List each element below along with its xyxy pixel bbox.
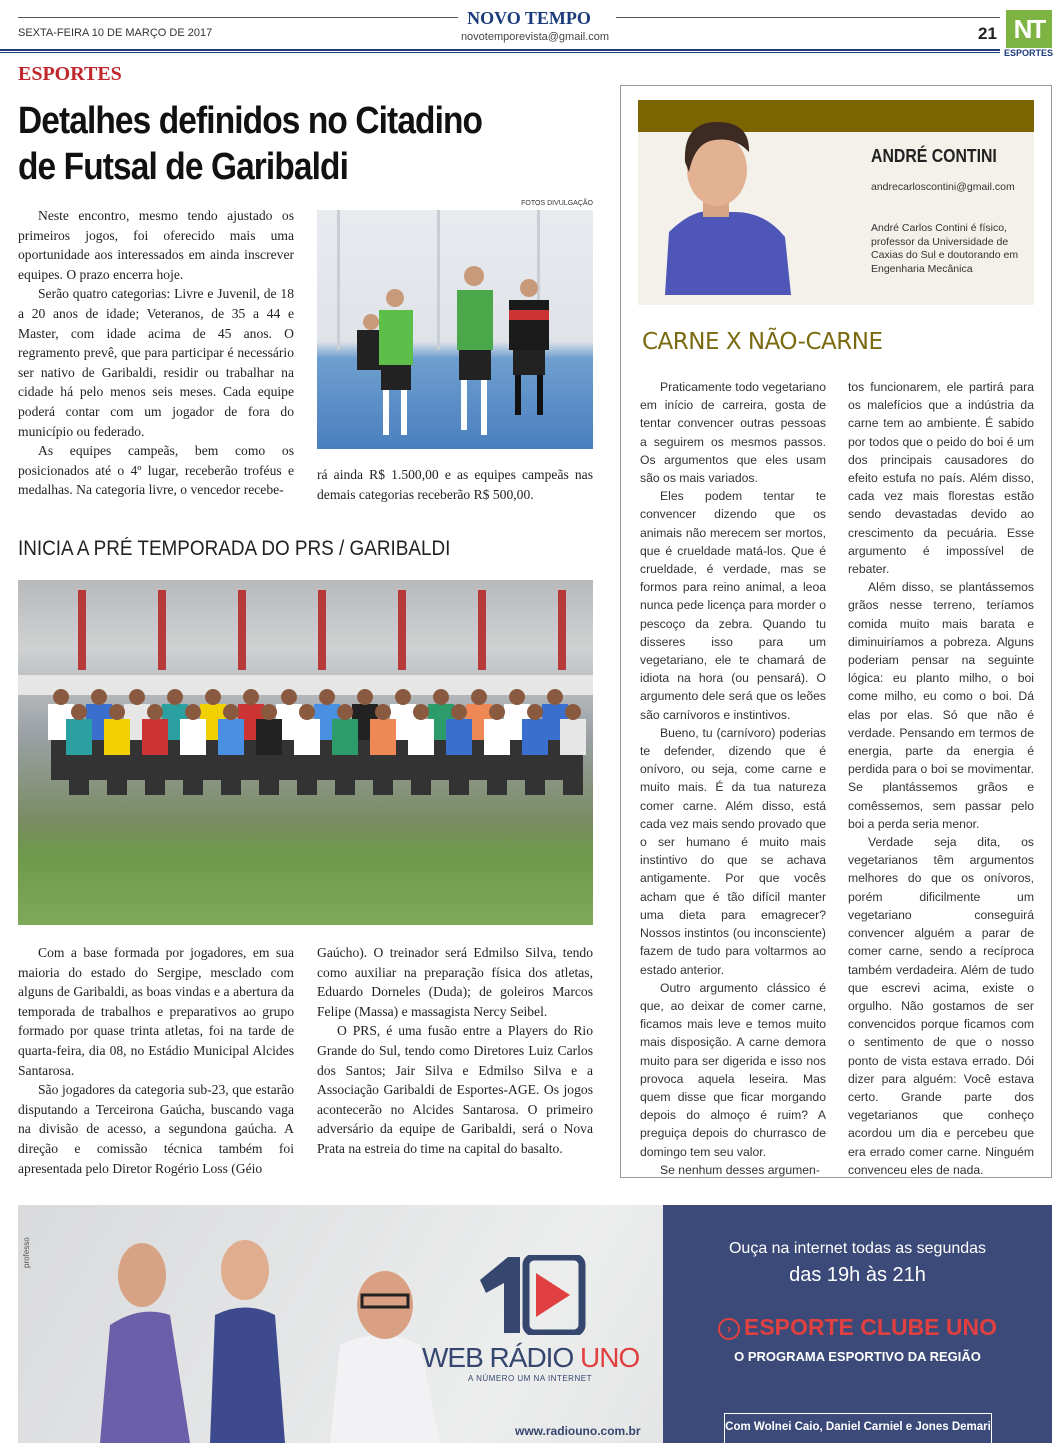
hosts-photo xyxy=(100,1235,460,1443)
headline-line: de Futsal de Garibaldi xyxy=(18,146,348,188)
masthead: NOVO TEMPO xyxy=(467,8,591,28)
article2-headline: INICIA A PRÉ TEMPORADA DO PRS / GARIBALDI xyxy=(18,537,451,560)
program-subtitle: O PROGRAMA ESPORTIVO DA REGIÃO xyxy=(734,1349,981,1364)
team-photo xyxy=(18,580,593,925)
player-figure xyxy=(142,719,168,755)
player-figure xyxy=(522,719,548,755)
player-figure xyxy=(484,719,510,755)
opinion-column-1 xyxy=(640,378,826,1179)
radio-tagline: A NÚMERO UM NA INTERNET xyxy=(468,1374,592,1383)
opinion-column-2 xyxy=(848,378,1034,1179)
team-group-image xyxy=(18,580,593,925)
player-figure xyxy=(408,719,434,755)
player-figure xyxy=(370,719,396,755)
author-name: ANDRÉ CONTINI xyxy=(871,146,997,166)
paragraph: Bueno, tu (carnívoro) poderias te defender, dizendo que é onívoro, ou seja, come carne e muito mais. É da tua natureza comer carne. Além disso, está cada vez mais sendo provado que o ser humano é muito mais instintivo do que se achava antigamente. Por que vocês acham que é tão difícil manter uma dieta para emagrecer? Nossos instintos (ou inconsciente) fazem de tudo para voltarmos ao estado anterior. xyxy=(640,725,826,977)
paragraph: Neste encontro, mesmo tendo ajustado os primeiros jogos, foi oferecido mais uma oportunidade aos interessados em ainda inscrever equipes. O prazo encerra hoje. xyxy=(18,208,294,282)
program-title: ESPORTE CLUBE UNO xyxy=(743,1314,998,1340)
player-figure xyxy=(218,719,244,755)
opinion-title: CARNE X NÃO-CARNE xyxy=(642,329,883,355)
paragraph: São jogadores da categoria sub-23, que estarão disputando a Terceirona Gaúcha, buscando vaga na divisão de acesso, a segundona gaúcha. A direção e comissão técnica também foi apresentada pelo Diretor Rogério Loss (Géio xyxy=(18,1082,294,1176)
brand-uno: UNO xyxy=(580,1342,640,1373)
paragraph: Além disso, se plantássemos grãos nesse terreno, teríamos comida muito mais barata e diminuiríamos a pobreza. Alguns poderiam pensar na seguinte lógica: eu planto milho, o boi come milho, eu como o boi. Dá elas por elas. Só que não é verdade. Pensando em termos de energia, parte da energia é perdida para o boi se movimentar. Se plantássemos grãos e comêssemos, sem passar pelo boi a perda seria menor. xyxy=(848,580,1034,831)
author-email[interactable]: andrecarloscontini@gmail.com xyxy=(871,181,1015,193)
header-double-rule xyxy=(0,49,1000,53)
player-figure xyxy=(256,719,282,755)
paragraph: Serão quatro categorias: Livre e Juvenil, de 18 a 20 anos de idade; Veteranos, de 35 a 44 e Master, com idade acima de 45 anos. O regramento prevê, que para participar é necessário ser nativo de Garibaldi, residir ou trabalhar na cidade há pelo menos seis meses. Cada equipe poderá contar com um jogador de fora do município ou federado. xyxy=(18,286,294,439)
player-figure xyxy=(180,719,206,755)
player-figure xyxy=(446,719,472,755)
article1-column-2 xyxy=(317,465,593,504)
paragraph: Se nenhum desses argumen- xyxy=(660,1162,820,1177)
paragraph: Com a base formada por jogadores, em sua maioria do estado do Sergipe, mesclado com alguns de Garibaldi, as boas vindas e a abertura da temporada de trabalhos e preparativos ao grupo formado por quase trinta atletas, foi na tarde de quarta-feira, dia 08, no Estádio Municipal Alcides Santarosa. xyxy=(18,945,294,1078)
article2-column-1 xyxy=(18,943,294,1178)
issue-date: SEXTA-FEIRA 10 DE MARÇO DE 2017 xyxy=(18,27,213,39)
article-headline xyxy=(18,98,599,190)
player-figure xyxy=(66,719,92,755)
paragraph: rá ainda R$ 1.500,00 e as equipes campeãs nas demais categorias receberão R$ 500,00. xyxy=(317,467,593,502)
logo-section: ESPORTES xyxy=(1004,48,1054,58)
header-email: novotemporevista@gmail.com xyxy=(460,31,610,43)
brand-web: WEB RÁDIO xyxy=(422,1342,581,1373)
paragraph: Eles podem tentar te convencer dizendo que os animais não merecem ser mortos, que é crueldade matá-los. Que é crueldade, é verdade, mas se formos para reino animal, a leoa nunca pede licença para morder o pescoço da zebra. Quando tu disseres isso para um vegetariano, ele te chamará de idiota na hora (ou pensará). O argumento dele será que os leões são carnívoros e instintivos. xyxy=(640,489,826,722)
paragraph: Praticamente todo vegetariano em início de carreira, gosta de tentar convencer outras pessoas a seguirem os mesmos passos. Os argumentos que eles usam são os mais variados. xyxy=(640,380,826,486)
article2-column-2 xyxy=(317,943,593,1159)
ad-schedule-line-2: das 19h às 21h xyxy=(789,1264,926,1286)
player-figure xyxy=(294,719,320,755)
headline-line: Detalhes definidos no Citadino xyxy=(18,100,483,142)
paragraph: Outro argumento clássico é que, ao deixar de comer carne, ficamos mais leve e temos muito mais disposição. A carne demora muito para ser digerida e isso nos provoca aquela leseira. Mas quem disse que ficar morgando depois do almoço é ruim? A preguiça depois do churrasco de domingo tem seu valor. xyxy=(640,980,826,1159)
paragraph: Verdade seja dita, os vegetarianos têm argumentos melhores do que os onívoros, porém dificilmente um vegetariano conseguirá convencer alguém a parar de comer carne, sendo a recíproca também verdadeira. Além de tudo que escrevi acima, existe o orgulho. Não gostamos de ser convencidos porque ficamos com o sentimento de que o nosso ponto de vista estava errado. Dói dizer para alguém: Você estava certo. Grande parte dos vegetarianos que conheço acordou um dia e percebeu que era errado comer carne. Ninguém convenceu eles de nada. xyxy=(848,835,1034,1177)
paragraph: As equipes campeãs, bem como os posicionados até o 4º lugar, receberão troféus e medalhas. Na categoria livre, o vencedor recebe- xyxy=(18,443,294,498)
ad-schedule-line-1: Ouça na internet todas as segundas xyxy=(728,1240,987,1257)
paragraph: Gaúcho). O treinador será Edmilso Silva, tendo como auxiliar na preparação física dos atletas, Eduardo Dorneles (Duda); de goleiros Marcos Felipe (Massa) e massagista Nercy Seibel. xyxy=(317,945,593,1019)
nt-logo: NT xyxy=(1006,10,1052,48)
paragraph: tos funcionarem, ele partirá para os malefícios que a indústria da carne tem ao ambiente. É sabido por todos que o peido do boi é um dos principais causadores do efeito estufa no país. Além disso, cada vez mais florestas estão sendo devastadas devido ao crescimento da pecuária. Esse argumento é impossível de rebater. xyxy=(848,380,1034,577)
photo-credit: FOTOS DIVULGAÇÃO xyxy=(521,200,593,207)
radio-uno-logo-icon xyxy=(478,1255,586,1335)
paragraph: O PRS, é uma fusão entre a Players do Rio Grande do Sul, tendo como Diretores Luiz Carlos dos Santos; Jair Silva e Edmilso Silva e a Associação Garibaldi de Esportes-AGE. Os jogos acontecerão no Alcides Santarosa. O primeiro adversário da equipe de Garibaldi, será o Nova Prata na estreia do time na capital do basalto. xyxy=(317,1023,593,1156)
ad-vertical-label: professo xyxy=(22,1237,31,1268)
program-name xyxy=(663,1314,1052,1341)
author-photo xyxy=(655,112,795,295)
player-figure xyxy=(332,719,358,755)
player-figure xyxy=(560,719,586,755)
author-bio: André Carlos Contini é físico, professor da Universidade de Caxias do Sul e doutorando em Engenharia Mecânica xyxy=(871,222,1019,275)
radio-url[interactable]: www.radiouno.com.br xyxy=(515,1424,641,1438)
hosts-label: Com Wolnei Caio, Daniel Carniel e Jones Demari xyxy=(724,1413,992,1443)
futsal-players-image xyxy=(317,210,593,449)
radio-brand xyxy=(422,1342,639,1374)
section-label: ESPORTES xyxy=(18,63,122,85)
futsal-photo xyxy=(317,210,593,449)
page-number: 21 xyxy=(978,24,997,43)
play-circle-icon: › xyxy=(718,1318,740,1340)
article1-column-1 xyxy=(18,206,294,500)
player-figure xyxy=(104,719,130,755)
